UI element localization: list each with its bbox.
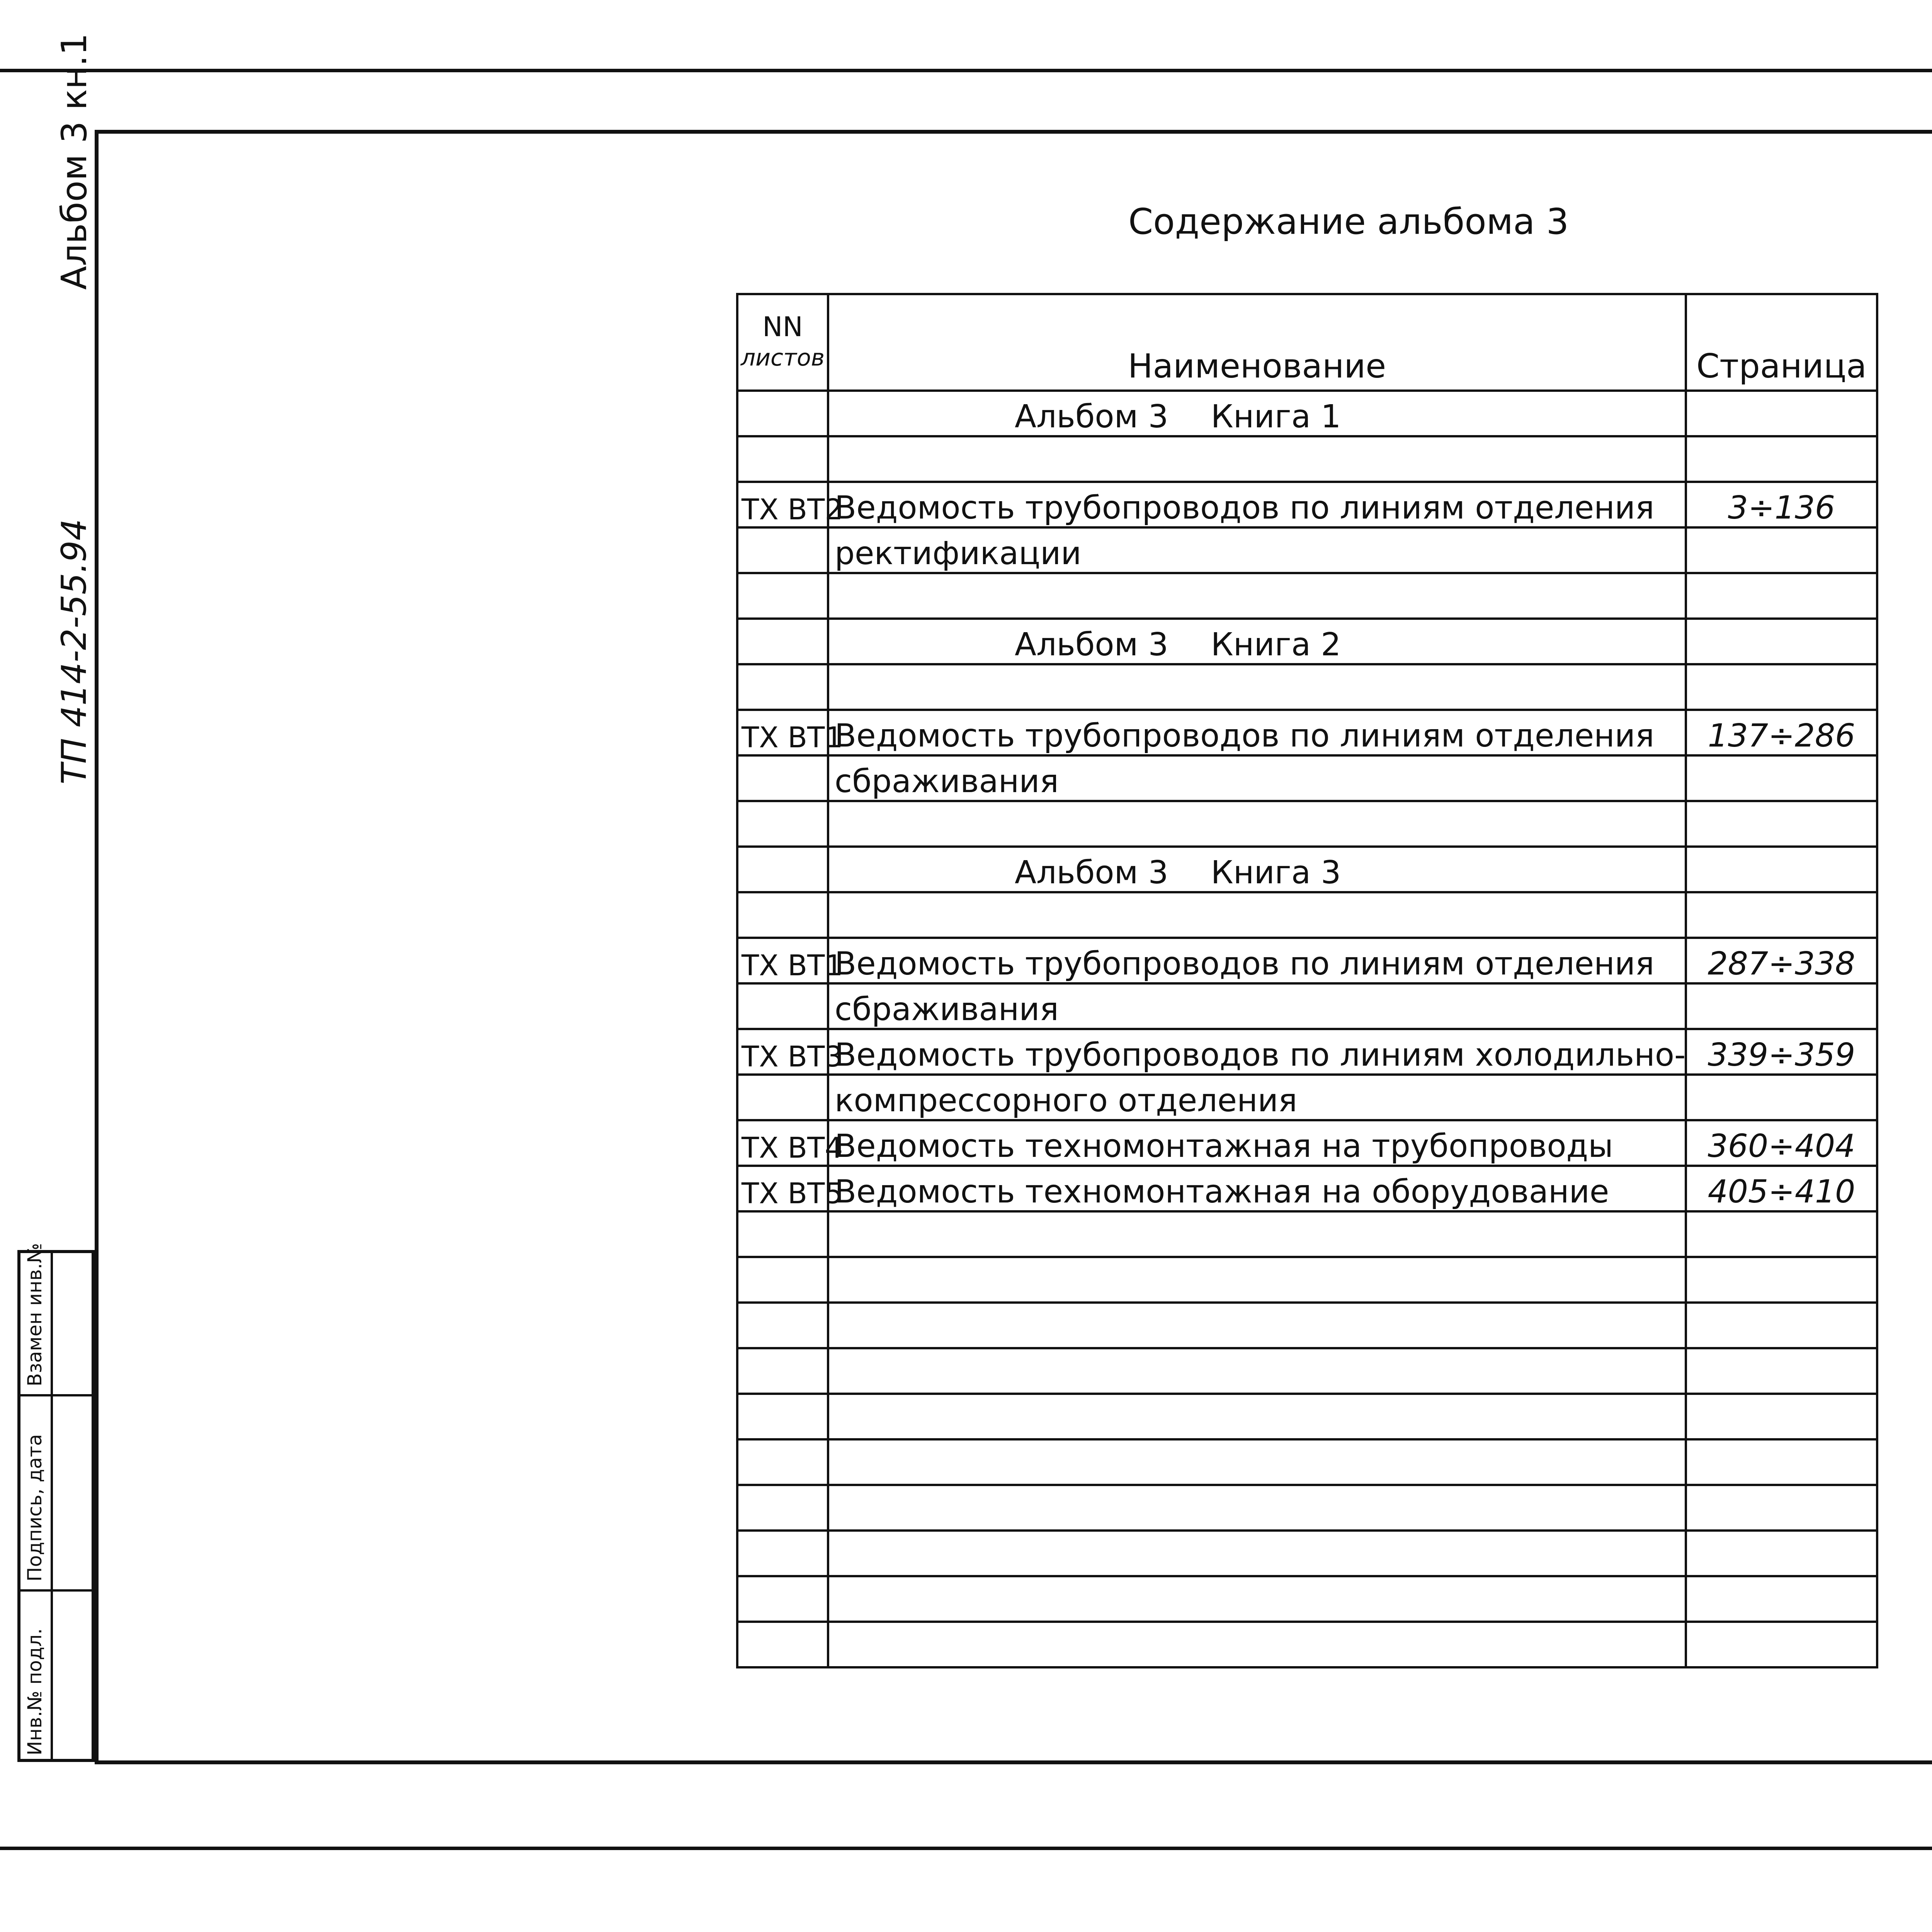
table-row — [737, 1485, 1877, 1531]
cell-page: 137÷286 — [1686, 710, 1877, 755]
cell-name — [828, 1439, 1686, 1485]
table-row — [737, 1576, 1877, 1622]
cell-name — [828, 1303, 1686, 1348]
stamp-label-inv-podl: Инв.№ подл. — [24, 1628, 46, 1755]
cell-page — [1686, 801, 1877, 847]
cell-sheet-number — [737, 664, 828, 710]
table-row — [737, 1439, 1877, 1485]
stamp-label-podpis-data: Подпись, дата — [24, 1434, 46, 1582]
cell-name — [828, 1622, 1686, 1667]
table-row — [737, 1166, 1877, 1211]
table-row — [737, 482, 1877, 527]
table-row — [737, 1029, 1877, 1075]
table-row — [737, 619, 1877, 664]
cell-sheet-number — [737, 1622, 828, 1667]
cell-name — [828, 664, 1686, 710]
table-row — [737, 801, 1877, 847]
stamp-label-vzam-inv: Взамен инв.№ — [24, 1243, 46, 1386]
cell-page — [1686, 1257, 1877, 1303]
table-row — [737, 1211, 1877, 1257]
cell-sheet-number — [737, 1303, 828, 1348]
contents-table — [736, 293, 1878, 1668]
table-row — [737, 847, 1877, 892]
cell-sheet-number — [737, 1257, 828, 1303]
cell-name — [828, 892, 1686, 938]
cell-sheet-number — [737, 1576, 828, 1622]
cell-name — [828, 1394, 1686, 1439]
cell-name: Ведомость трубопроводов по линиям отделения — [828, 938, 1686, 983]
cell-page — [1686, 1439, 1877, 1485]
cell-page — [1686, 1303, 1877, 1348]
cell-page — [1686, 892, 1877, 938]
header-name: Наименование — [828, 294, 1686, 391]
cell-name — [828, 436, 1686, 482]
table-row — [737, 938, 1877, 983]
cell-page: 339÷359 — [1686, 1029, 1877, 1075]
cell-sheet-number — [737, 527, 828, 573]
cell-page — [1686, 527, 1877, 573]
cell-name: Ведомость техномонтажная на оборудование — [828, 1166, 1686, 1211]
cell-sheet-number: ТХ ВТ3 — [737, 1029, 828, 1075]
table-row — [737, 983, 1877, 1029]
header-sheet-numbers — [737, 294, 828, 391]
table-row — [737, 527, 1877, 573]
cell-page — [1686, 573, 1877, 619]
table-header-row — [737, 294, 1877, 391]
cell-sheet-number — [737, 573, 828, 619]
approval-stamp — [17, 1243, 95, 1762]
section-album: Альбом 3 — [1015, 854, 1168, 891]
cell-sheet-number — [737, 801, 828, 847]
cell-name: Ведомость трубопроводов по линиям отделения — [828, 710, 1686, 755]
table-row — [737, 1075, 1877, 1120]
header-num-line2: листов — [740, 344, 825, 371]
cell-sheet-number — [737, 755, 828, 801]
header-page: Страница — [1686, 294, 1877, 391]
table-row — [737, 436, 1877, 482]
cell-sheet-number: ТХ ВТ2 — [737, 482, 828, 527]
stamp-divider — [20, 1394, 92, 1396]
cell-name: компрессорного отделения — [828, 1075, 1686, 1120]
cell-sheet-number — [737, 1211, 828, 1257]
table-row — [737, 1257, 1877, 1303]
cell-name — [828, 1348, 1686, 1394]
cell-sheet-number — [737, 983, 828, 1029]
side-project-code: ТП 414-2-55.94 — [54, 519, 94, 784]
cell-name: Ведомость трубопроводов по линиям отделения — [828, 482, 1686, 527]
cell-page — [1686, 1394, 1877, 1439]
table-row — [737, 710, 1877, 755]
table-row — [737, 1622, 1877, 1667]
cell-sheet-number — [737, 1348, 828, 1394]
cell-name — [828, 1211, 1686, 1257]
cell-sheet-number — [737, 436, 828, 482]
cell-section-heading — [828, 619, 1686, 664]
table-row — [737, 892, 1877, 938]
table-row — [737, 1303, 1877, 1348]
cell-page — [1686, 1485, 1877, 1531]
stamp-divider — [51, 1253, 53, 1759]
cell-sheet-number: ТХ ВТ1 — [737, 938, 828, 983]
cell-name — [828, 1576, 1686, 1622]
table-row — [737, 1394, 1877, 1439]
cell-sheet-number — [737, 847, 828, 892]
cell-name: сбраживания — [828, 983, 1686, 1029]
section-book: Книга 1 — [1211, 398, 1341, 435]
cell-name — [828, 801, 1686, 847]
cell-name — [828, 1257, 1686, 1303]
cell-sheet-number — [737, 892, 828, 938]
table-row — [737, 391, 1877, 436]
cell-page — [1686, 664, 1877, 710]
cell-page: 3÷136 — [1686, 482, 1877, 527]
cell-sheet-number: ТХ ВТ1 — [737, 710, 828, 755]
cell-page — [1686, 983, 1877, 1029]
header-num-line1: NN — [762, 311, 803, 343]
cell-page: 360÷404 — [1686, 1120, 1877, 1166]
stamp-divider — [20, 1589, 92, 1592]
cell-name — [828, 1485, 1686, 1531]
section-album: Альбом 3 — [1015, 398, 1168, 435]
cell-sheet-number — [737, 1439, 828, 1485]
cell-page — [1686, 619, 1877, 664]
cell-page — [1686, 1211, 1877, 1257]
cell-page — [1686, 1348, 1877, 1394]
cell-page — [1686, 847, 1877, 892]
section-book: Книга 3 — [1211, 854, 1341, 891]
cell-page — [1686, 1622, 1877, 1667]
cell-page — [1686, 755, 1877, 801]
table-row — [737, 1348, 1877, 1394]
contents-table-body — [737, 391, 1877, 1667]
cell-sheet-number — [737, 391, 828, 436]
cell-name — [828, 573, 1686, 619]
cell-section-heading — [828, 391, 1686, 436]
cell-sheet-number — [737, 619, 828, 664]
table-row — [737, 573, 1877, 619]
cell-sheet-number: ТХ ВТ5 — [737, 1166, 828, 1211]
cell-section-heading — [828, 847, 1686, 892]
cell-name: сбраживания — [828, 755, 1686, 801]
cell-page — [1686, 1576, 1877, 1622]
cell-sheet-number — [737, 1531, 828, 1576]
cell-sheet-number — [737, 1485, 828, 1531]
cell-sheet-number — [737, 1394, 828, 1439]
side-album-label: Альбом 3 кн.1 — [54, 33, 95, 290]
cell-name — [828, 1531, 1686, 1576]
section-book: Книга 2 — [1211, 626, 1341, 663]
cell-page — [1686, 1075, 1877, 1120]
table-row — [737, 664, 1877, 710]
table-row — [737, 755, 1877, 801]
cell-sheet-number — [737, 1075, 828, 1120]
cell-page — [1686, 436, 1877, 482]
cell-name: Ведомость трубопроводов по линиям холодильно- — [828, 1029, 1686, 1075]
cell-page: 287÷338 — [1686, 938, 1877, 983]
table-row — [737, 1120, 1877, 1166]
cell-page — [1686, 1531, 1877, 1576]
cell-page: 405÷410 — [1686, 1166, 1877, 1211]
cell-sheet-number: ТХ ВТ4 — [737, 1120, 828, 1166]
table-row — [737, 1531, 1877, 1576]
cell-page — [1686, 391, 1877, 436]
page-title: Содержание альбома 3 — [1128, 201, 1569, 242]
cell-name: Ведомость техномонтажная на трубопроводы — [828, 1120, 1686, 1166]
section-album: Альбом 3 — [1015, 626, 1168, 663]
cell-name: ректификации — [828, 527, 1686, 573]
